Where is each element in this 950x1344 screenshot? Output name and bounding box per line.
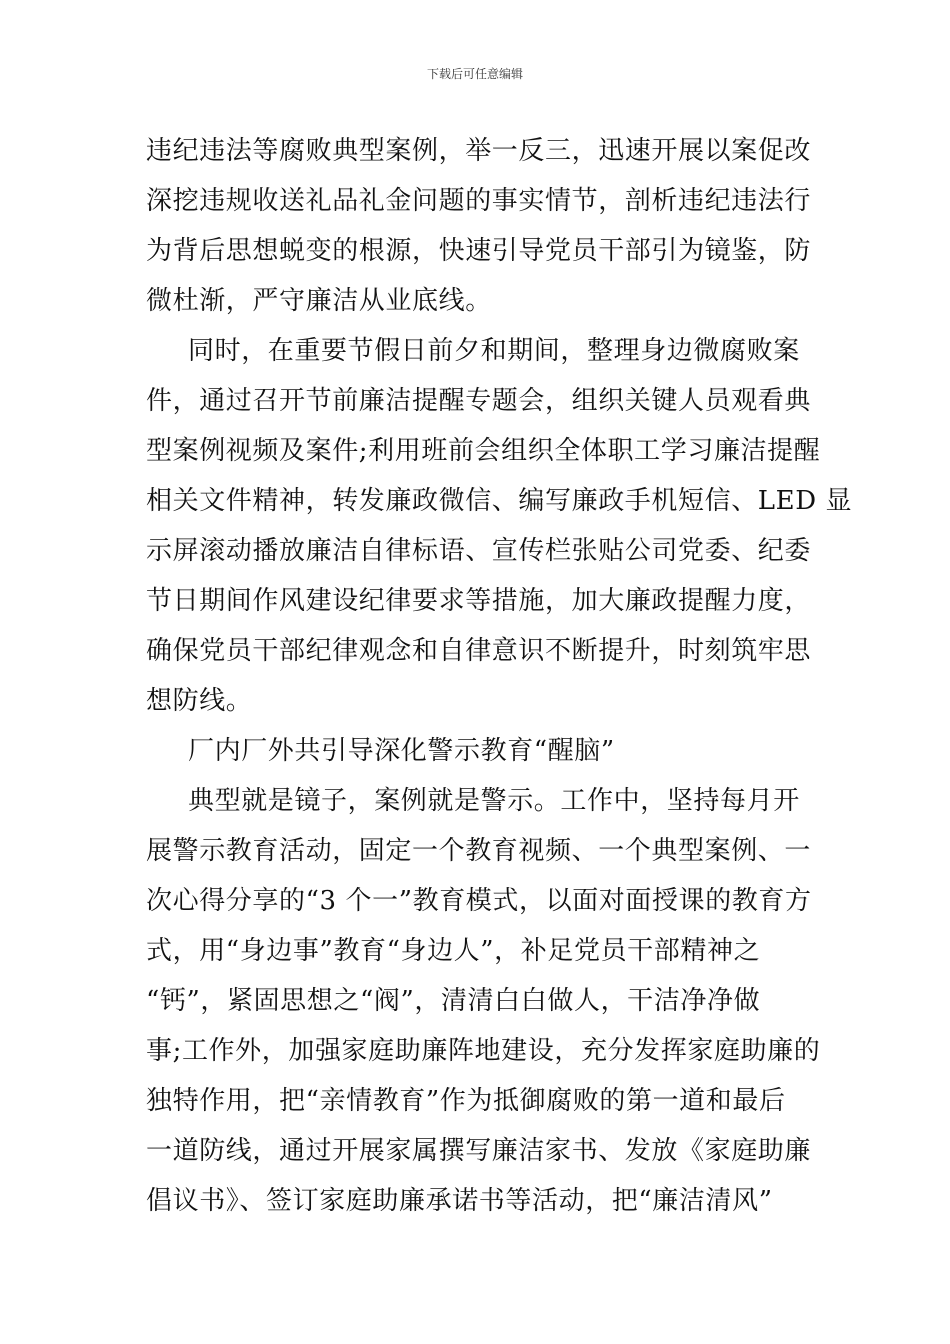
text-line: 节日期间作风建设纪律要求等措施，加大廉政提醒力度， bbox=[146, 586, 812, 616]
text-line: 一道防线，通过开展家属撰写廉洁家书、发放《家庭助廉 bbox=[146, 1136, 812, 1166]
text-line: 独特作用，把“亲情教育”作为抵御腐败的第一道和最后 bbox=[146, 1086, 786, 1116]
text-line: 型案例视频及案件;利用班前会组织全体职工学习廉洁提醒 bbox=[146, 436, 821, 466]
text-line: 违纪违法等腐败典型案例，举一反三，迅速开展以案促改 bbox=[146, 136, 812, 166]
paragraph-3 bbox=[146, 776, 821, 1226]
text-line: 确保党员干部纪律观念和自律意识不断提升，时刻筑牢思 bbox=[146, 636, 812, 666]
text-line: 微杜渐，严守廉洁从业底线。 bbox=[146, 286, 492, 316]
text-line: 深挖违规收送礼品礼金问题的事实情节，剖析违纪违法行 bbox=[146, 186, 812, 216]
text-line: 相关文件精神，转发廉政微信、编写廉政手机短信、LED 显 bbox=[146, 486, 853, 516]
text-line: 示屏滚动播放廉洁自律标语、宣传栏张贴公司党委、纪委 bbox=[146, 536, 812, 566]
text-line: 次心得分享的“3 个一”教育模式，以面对面授课的教育方 bbox=[146, 886, 812, 916]
text-line: 典型就是镜子，案例就是警示。工作中，坚持每月开 bbox=[188, 786, 800, 816]
page-header: 下载后可任意编辑 bbox=[426, 67, 523, 81]
text-line: 为背后思想蜕变的根源，快速引导党员干部引为镜鉴，防 bbox=[146, 236, 812, 266]
paragraph-2 bbox=[146, 326, 853, 726]
text-line: 件，通过召开节前廉洁提醒专题会，组织关键人员观看典 bbox=[146, 386, 812, 416]
text-line: “钙”，紧固思想之“阀”，清清白白做人，干洁净净做 bbox=[146, 986, 761, 1016]
heading-text: 厂内厂外共引导深化警示教育“醒脑” bbox=[188, 736, 615, 766]
document-body bbox=[146, 126, 853, 1226]
section-heading bbox=[146, 726, 806, 776]
text-line: 式，用“身边事”教育“身边人”，补足党员干部精神之 bbox=[146, 936, 761, 966]
text-line: 同时，在重要节假日前夕和期间，整理身边微腐败案 bbox=[188, 336, 800, 366]
text-line: 事;工作外，加强家庭助廉阵地建设，充分发挥家庭助廉的 bbox=[146, 1036, 821, 1066]
text-line: 想防线。 bbox=[146, 686, 253, 716]
paragraph-1 bbox=[146, 126, 812, 326]
text-line: 倡议书》、签订家庭助廉承诺书等活动，把“廉洁清风” bbox=[146, 1186, 773, 1216]
text-line: 展警示教育活动，固定一个教育视频、一个典型案例、一 bbox=[146, 836, 812, 866]
